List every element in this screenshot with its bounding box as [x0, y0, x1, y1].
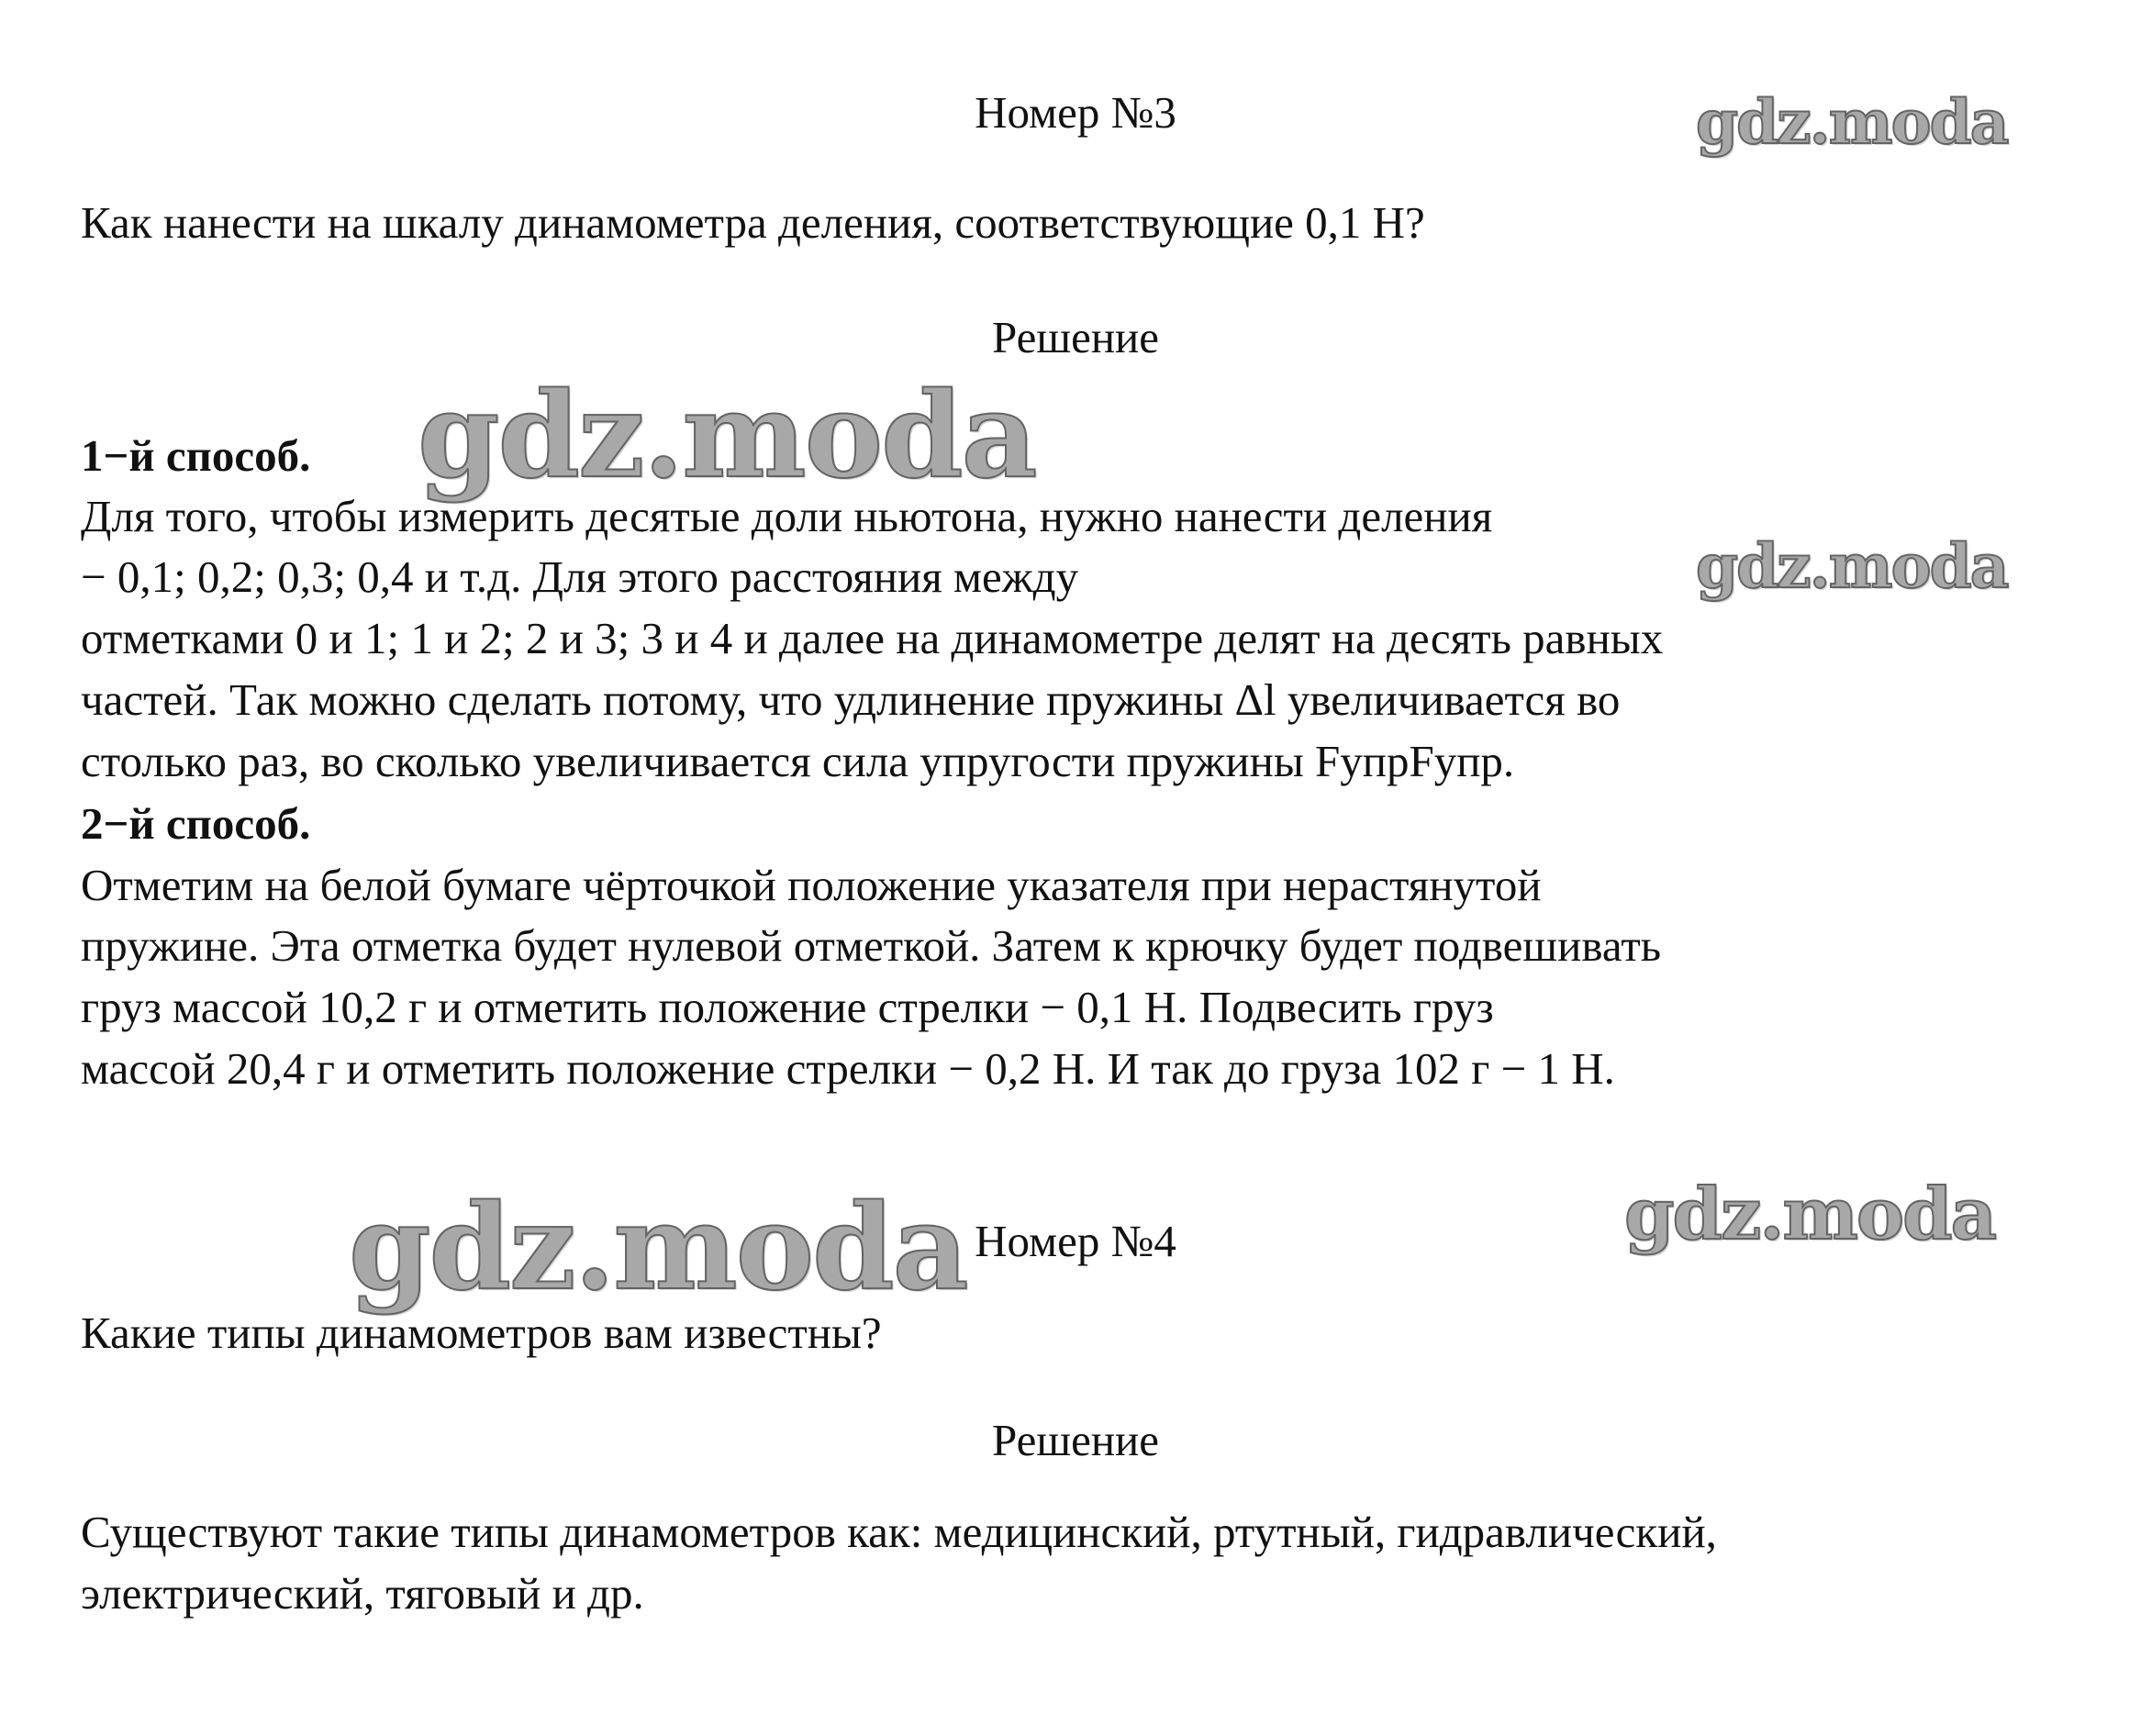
watermark-logo: gdz.moda [1624, 1173, 1996, 1256]
method1-line: столько раз, во сколько увеличивается сила упругости пружины FупрFупр. [81, 736, 1515, 786]
method1-line: отметками 0 и 1; 1 и 2; 2 и 3; 3 и 4 и далее на динамометре делят на десять равных [81, 613, 1664, 663]
method2-line: массой 20,4 г и отметить положение стрелки − 0,2 Н. И так до груза 102 г − 1 Н. [81, 1043, 1615, 1094]
watermark-logo: gdz.moda [349, 1179, 967, 1317]
method2-line: пружине. Эта отметка будет нулевой отметкой. Затем к крючку будет подвешивать [81, 920, 1662, 971]
problem3-title: Номер №3 [975, 87, 1176, 138]
problem4-answer-line: электрический, тяговый и др. [81, 1568, 644, 1619]
problem4-answer-line: Существуют такие типы динамометров как: медицинский, ртутный, гидравлический, [81, 1507, 1717, 1557]
method1-heading: 1−й способ. [81, 430, 311, 481]
problem3-solution-heading: Решение [991, 312, 1160, 362]
problem4-solution-heading: Решение [991, 1415, 1160, 1465]
method1-line: Для того, чтобы измерить десятые доли ньютона, нужно нанести деления [81, 491, 1493, 541]
method2-line: Отметим на белой бумаге чёрточкой положение указателя при нерастянутой [81, 860, 1542, 910]
problem3-question: Как нанести на шкалу динамометра деления, соответствующие 0,1 Н? [81, 197, 1425, 248]
method2-heading: 2−й способ. [81, 798, 311, 849]
problem4-question: Какие типы динамометров вам известны? [81, 1308, 882, 1358]
method2-line: груз массой 10,2 г и отметить положение стрелки − 0,1 Н. Подвесить груз [81, 982, 1494, 1032]
method1-line: − 0,1; 0,2; 0,3; 0,4 и т.д. Для этого расстояния между [81, 551, 1079, 602]
watermark-logo: gdz.moda [1696, 86, 2008, 158]
method1-line: частей. Так можно сделать потому, что удлинение пружины Δl увеличивается во [81, 674, 1621, 725]
watermark-logo: gdz.moda [1696, 530, 2008, 602]
problem4-title: Номер №4 [975, 1216, 1176, 1266]
watermark-logo: gdz.moda [418, 367, 1036, 505]
